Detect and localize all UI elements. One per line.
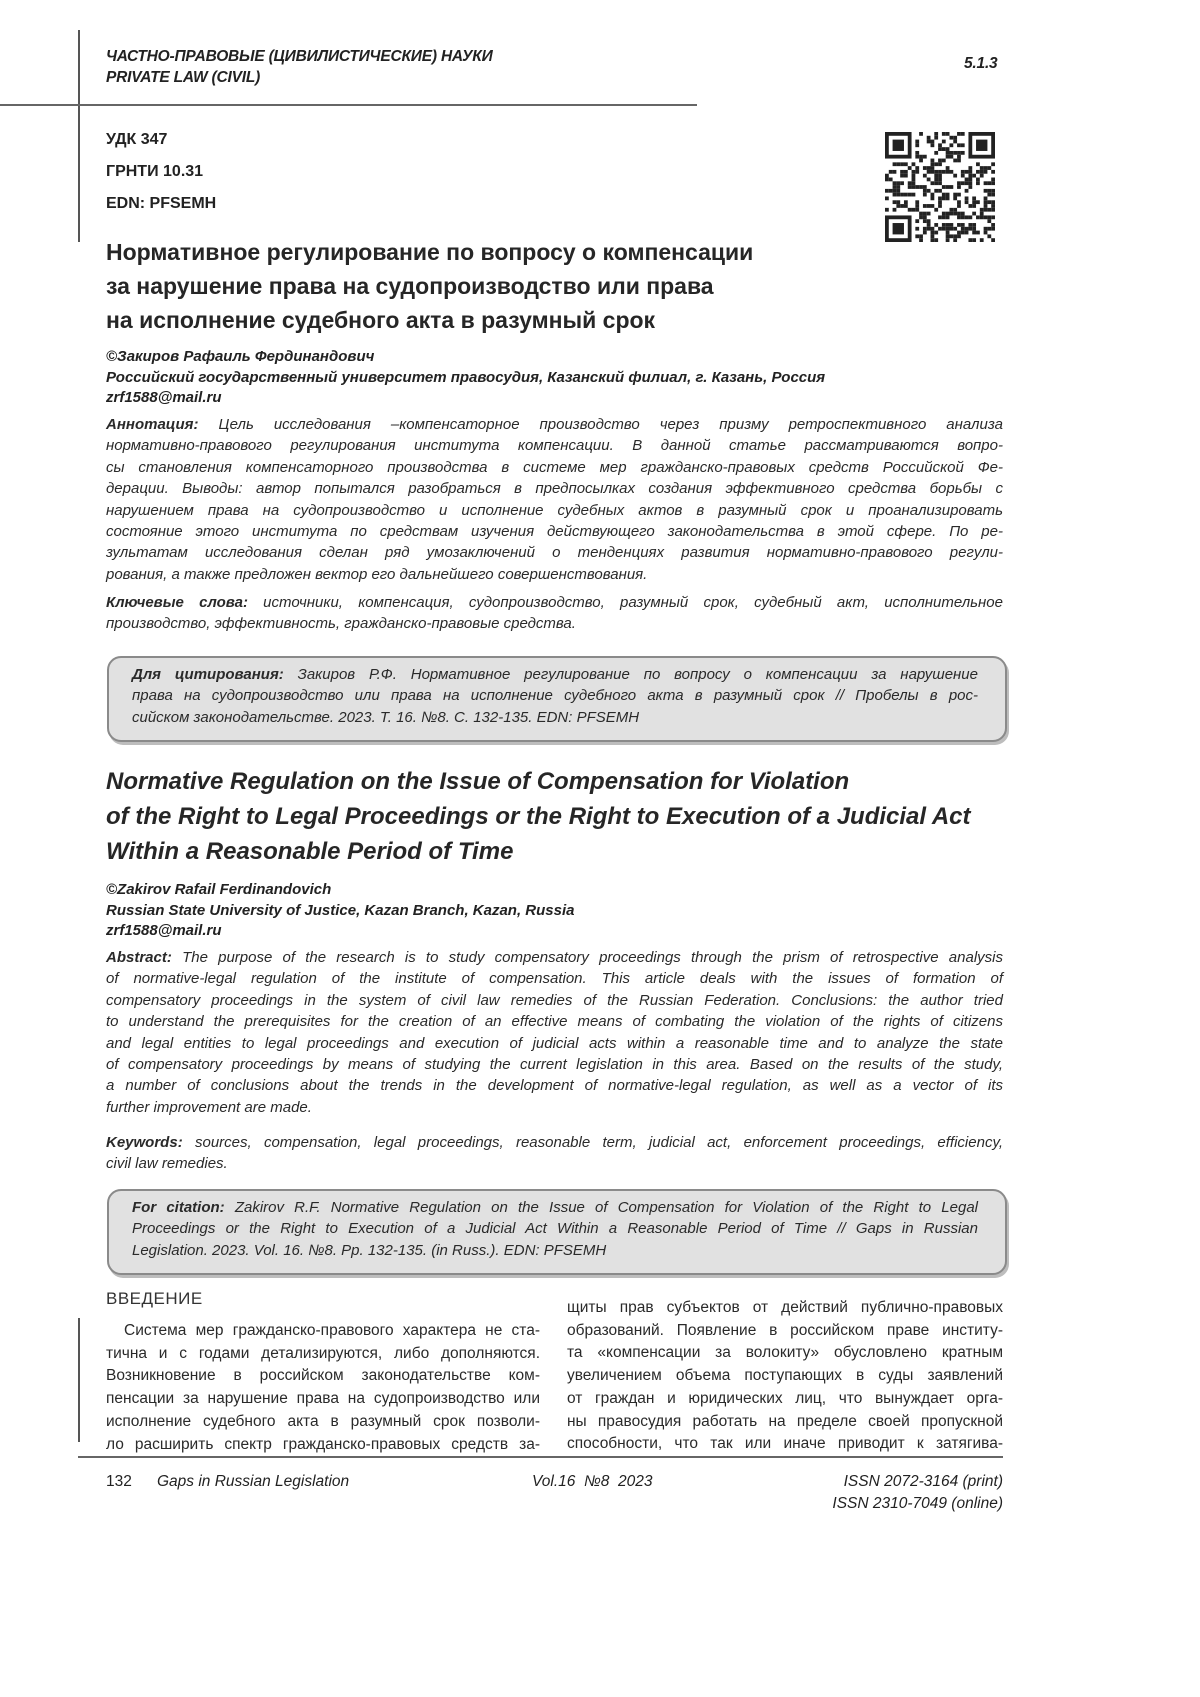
article-title-ru [106,235,753,337]
title-line: Normative Regulation on the Issue of Compensation for Violation [106,768,850,795]
text-line: Abstract: The purpose of the research is to study compensatory proceedings through the prism of retrospective analysis [106,949,1003,966]
text-line: compensatory proceedings in the system of civil law remedies of the Russian Federation. Conclusions: the author tried [106,991,1003,1009]
issue-info: Vol.16 №8 2023 [532,1473,653,1490]
author-name: ©Закиров Рафаиль Фердинандович [106,348,375,365]
text-line: Keywords: sources, compensation, legal proceedings, reasonable term, judicial act, enforcement proceedings, efficiency, [106,1134,1003,1151]
keywords-en [106,1132,1003,1175]
text-line: Возникновение в российском законодательстве ком- [106,1367,540,1385]
header-vertical-rule [78,30,80,242]
intro-column-left [106,1320,540,1456]
text-line: исполнение судебного акта в разумный срок позволи- [106,1412,540,1430]
text-line: дерации. Выводы: автор попытался разобраться в предпосылках создания эффективного средства борьбы с [106,480,1003,498]
keywords-ru [106,592,1003,635]
text-line: further improvement are made. [106,1098,312,1116]
citation-en [132,1197,978,1261]
text-line: рования, а также предложен вектор его дальнейшего совершенствования. [106,565,648,583]
text-line: of compensatory proceedings by means of studying the current legislation in this area. Based on the results of the study, [106,1056,1003,1074]
udk: УДК 347 [106,131,168,148]
text-line: тична и с годами детализируются, либо дополняются. [106,1344,540,1362]
article-title-en [106,764,971,869]
block-label: Для цитирования: [132,666,284,683]
text-line: civil law remedies. [106,1155,228,1173]
text-line: to understand the prerequisites for the creation of an effective means of combating the violation of the rights of citizens [106,1013,1003,1031]
qr-code-icon [885,131,995,243]
issn-online: ISSN 2310-7049 (online) [832,1495,1003,1512]
title-line: Нормативное регулирование по вопросу о компенсации [106,239,754,265]
text-line: увеличением объема поступающих в суды заявлений [567,1367,1003,1385]
section-heading-introduction: ВВЕДЕНИЕ [106,1289,203,1308]
block-label: Аннотация: [106,416,199,433]
text-line: та «компенсации за волокиту» обусловлено кратным [567,1344,1003,1362]
author-block-en [106,880,575,942]
author-affiliation: Российский государственный университет правосудия, Казанский филиал, г. Казань, Россия [106,368,826,386]
text-line: пенсации за нарушение права на судопроизводство или [106,1390,540,1408]
text-line: For citation: Zakirov R.F. Normative Regulation on the Issue of Compensation for Violation of the Right to Legal [132,1199,978,1216]
text-line: зультатам исследования сделан ряд умозаключений о тенденциях развития нормативно-правового регули- [106,544,1003,562]
author-name: ©Zakirov Rafail Ferdinandovich [106,881,332,898]
author-email: zrf1588@mail.ru [106,389,222,406]
section-title-ru: ЧАСТНО-ПРАВОВЫЕ (ЦИВИЛИСТИЧЕСКИЕ) НАУКИ [106,48,493,65]
text-line: производство, эффективность, гражданско-правовые средства. [106,615,576,633]
text-line: от граждан и юридических лиц, что вынуждает орга- [567,1389,1003,1407]
edn: EDN: PFSEMH [106,195,217,212]
annotation-ru [106,414,1003,585]
text-line: Аннотация: Цель исследования –компенсаторное производство через призму ретроспективного анализа [106,416,1003,433]
text-line: Ключевые слова: источники, компенсация, судопроизводство, разумный срок, судебный акт, исполнительное [106,594,1003,611]
section-title-en: PRIVATE LAW (CIVIL) [106,69,261,86]
title-line: of the Right to Legal Proceedings or the Right to Execution of a Judicial Act [106,803,971,830]
issn-print: ISSN 2072-3164 (print) [843,1473,1003,1490]
journal-name: Gaps in Russian Legislation [157,1473,350,1490]
text-line: нарушением права на судопроизводство и исполнение судебных актов в разумный срок и проанализировать [106,501,1003,519]
footer-rule [78,1456,1003,1458]
text-line: сийском законодательстве. 2023. Т. 16. №8. С. 132-135. EDN: PFSEMH [132,708,640,726]
title-line: за нарушение права на судопроизводство или права [106,273,714,299]
text-line: права на судопроизводство или права на исполнение судебного акта в разумный срок // Пробелы в рос- [132,687,978,705]
text-line: Proceedings or the Right to Execution of a Judicial Act Within a Reasonable Period of Time // Gaps in Russian [132,1220,978,1238]
block-label: For citation: [132,1199,225,1216]
text-line: щиты прав субъектов от действий публично-правовых [567,1299,1003,1316]
citation-ru [132,664,978,728]
abstract-en [106,947,1003,1118]
grnti: ГРНТИ 10.31 [106,163,204,180]
text-line: Для цитирования: Закиров Р.Ф. Нормативное регулирование по вопросу о компенсации за нарушение [132,666,978,683]
block-label: Ключевые слова: [106,594,248,611]
text-line: Система мер гражданско-правового характера не ста- [124,1322,540,1339]
text-line: ны правосудия работать на пределе своей пропускной [567,1412,1003,1430]
text-line: сы становления компенсаторного производства в системе мер гражданско-правовых средств Российской Фе- [106,458,1003,476]
text-line: ло расширить спектр гражданско-правовых средств за- [106,1435,540,1453]
block-label: Keywords: [106,1134,183,1151]
text-line: of normative-legal regulation of the institute of compensation. This article deals with the issues of formation of [106,970,1003,988]
header-rule [0,104,697,106]
title-line: Within a Reasonable Period of Time [106,838,514,865]
text-line: Legislation. 2023. Vol. 16. №8. Pp. 132-135. (in Russ.). EDN: PFSEMH [132,1241,607,1259]
text-line: нормативно-правового регулирования института компенсации. В данной статье рассматриваются вопро- [106,437,1003,455]
text-line: and legal entities to legal proceedings and execution of judicial acts within a reasonable time and to analyze the state [106,1034,1003,1052]
text-line: состояние этого института по средствам изучения действующего законодательства в этой сфере. По ре- [106,523,1003,541]
text-line: a number of conclusions about the trends in the development of normative-legal regulation, as well as a vector of its [106,1077,1003,1095]
text-line: образований. Появление в российском праве институ- [567,1321,1003,1339]
column-rule [78,1318,80,1442]
block-label: Abstract: [106,949,172,966]
specialty-code: 5.1.3 [964,55,998,72]
author-email: zrf1588@mail.ru [106,922,222,939]
author-affiliation: Russian State University of Justice, Kazan Branch, Kazan, Russia [106,901,575,919]
title-line: на исполнение судебного акта в разумный срок [106,307,656,333]
intro-column-right [567,1297,1003,1456]
text-line: способности, что так или иначе приводит к затягива- [567,1435,1003,1453]
page-number: 132 [106,1473,132,1490]
author-block-ru [106,347,825,409]
